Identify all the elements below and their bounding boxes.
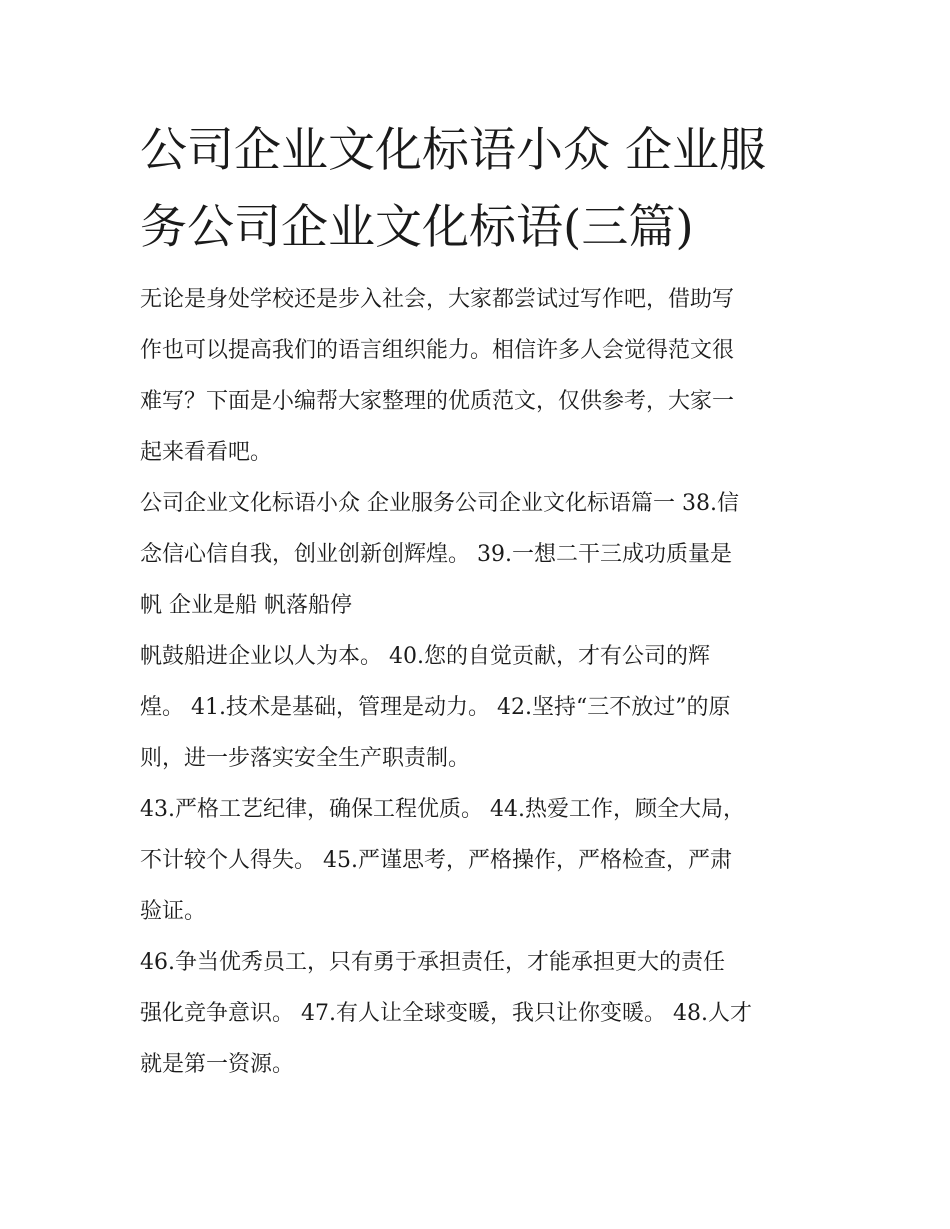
text-line: 起来看看吧。 [140,440,273,465]
text-line: 念信心信自我，创业创新创辉煌。 39.一想二干三成功质量是 [140,542,732,567]
document-title [140,112,820,266]
text-line: 帆鼓船进企业以人为本。 40.您的自觉贡献，才有公司的辉 [140,644,710,669]
intro-paragraph [140,274,820,478]
text-line: 就是第一资源。 [140,1052,295,1077]
text-line: 46.争当优秀员工，只有勇于承担责任，才能承担更大的责任 [140,950,725,975]
text-line: 则，进一步落实安全生产职责制。 [140,746,471,771]
slogan-paragraph [140,784,820,937]
text-line: 公司企业文化标语小众 企业服务公司企业文化标语篇一 38.信 [140,491,739,516]
slogan-paragraph [140,478,820,631]
slogan-paragraph [140,631,820,784]
title-line: 公司企业文化标语小众 企业服 [140,123,766,178]
document-content [140,112,820,1090]
text-line: 验证。 [140,899,207,924]
text-line: 不计较个人得失。 45.严谨思考，严格操作，严格检查，严肃 [140,848,732,873]
text-line: 强化竞争意识。 47.有人让全球变暖，我只让你变暖。 48.人才 [140,1001,752,1026]
text-line: 作也可以提高我们的语言组织能力。相信许多人会觉得范文很 [140,338,735,363]
text-line: 43.严格工艺纪律，确保工程优质。 44.热爱工作，顾全大局， [140,797,745,822]
slogan-paragraph [140,937,820,1090]
text-line: 难写？下面是小编帮大家整理的优质范文，仅供参考，大家一 [140,389,735,414]
text-line: 煌。 41.技术是基础，管理是动力。 42.坚持“三不放过”的原 [140,695,731,720]
title-line: 务公司企业文化标语(三篇) [140,200,694,255]
text-line: 帆 企业是船 帆落船停 [140,593,352,618]
text-line: 无论是身处学校还是步入社会，大家都尝试过写作吧，借助写 [140,287,735,312]
